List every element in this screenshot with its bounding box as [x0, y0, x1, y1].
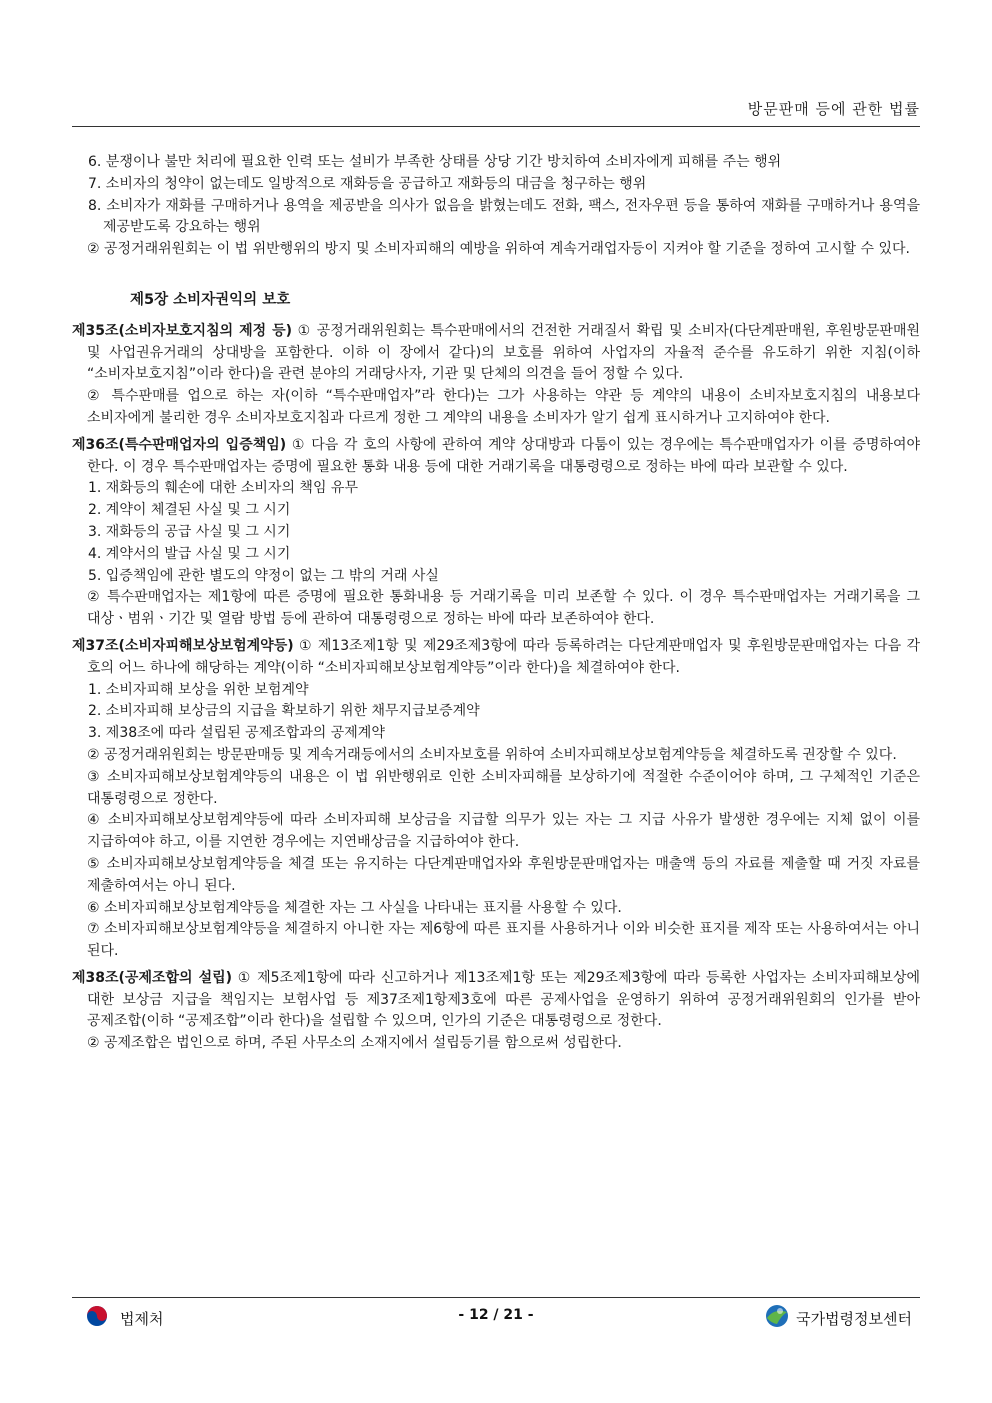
- numbered-item: 4. 계약서의 발급 사실 및 그 시기: [88, 545, 291, 562]
- page-header-title: 방문판매 등에 관한 법률: [747, 100, 920, 118]
- numbered-item: 6. 분쟁이나 불만 처리에 필요한 인력 또는 설비가 부족한 상태를 상당 기간 방치하여 소비자에게 피해를 주는 행위: [88, 154, 782, 170]
- clause-paragraph: ⑦ 소비자피해보상보험계약등을 체결하지 아니한 자는 제6항에 따른 표지를 사용하거나 이와 비슷한 표지를 제작 또는 사용하여서는 아니 된다.: [87, 921, 920, 960]
- article-text: ① 공정거래위원회는 특수판매에서의 건전한 거래질서 확립 및 소비자(다단계판매원, 후원방문판매원 및 사업권유거래의 상대방을 포함한다. 이하 이 장에서 같다)의 보호를 위하여 사업자의 자율적 준수를 유도하기 위한 지침(이하 “소비자보호지침”이라 한다)을 관련 분야의 거래당사자, 기관 및 단체의 의견을 들어 정할 수 있다.: [87, 322, 921, 383]
- numbered-item: 5. 입증책임에 관한 별도의 약정이 없는 그 밖의 거래 사실: [88, 567, 439, 584]
- article-paragraph: [72, 435, 920, 479]
- article-paragraph: [72, 968, 920, 1033]
- clause-paragraph: ② 특수판매를 업으로 하는 자(이하 “특수판매업자”라 한다)는 그가 사용하는 약관 등 계약의 내용이 소비자보호지침의 내용보다 소비자에게 불리한 경우 소비자보호지침과 다르게 정한 그 계약의 내용을 소비자가 알기 쉽게 표시하거나 고지하여야 한다.: [87, 388, 920, 426]
- clause-paragraph: ⑥ 소비자피해보상보험계약등을 체결한 자는 그 사실을 나타내는 표지를 사용할 수 있다.: [87, 899, 622, 916]
- numbered-item: 7. 소비자의 청약이 없는데도 일방적으로 재화등을 공급하고 재화등의 대금을 청구하는 행위: [88, 175, 647, 192]
- chapter-heading: 제5장 소비자권익의 보호: [130, 291, 291, 308]
- clause-paragraph: ② 공제조합은 법인으로 하며, 주된 사무소의 소재지에서 설립등기를 함으로써 성립한다.: [87, 1035, 622, 1052]
- clause-paragraph: ② 공정거래위원회는 이 법 위반행위의 방지 및 소비자피해의 예방을 위하여 계속거래업자등이 지켜야 할 기준을 정하여 고시할 수 있다.: [87, 241, 910, 258]
- numbered-item: 3. 재화등의 공급 사실 및 그 시기: [88, 523, 291, 540]
- clause-paragraph: ⑤ 소비자피해보상보험계약등을 체결 또는 유지하는 다단계판매업자와 후원방문판매업자는 매출액 등의 자료를 제출할 때 거짓 자료를 제출하여서는 아니 된다.: [87, 855, 920, 894]
- article-heading: 제38조(공제조합의 설립): [72, 969, 233, 986]
- numbered-item: 1. 소비자피해 보상을 위한 보험계약: [88, 681, 309, 698]
- document-body: [72, 152, 920, 1055]
- numbered-item: 2. 계약이 체결된 사실 및 그 시기: [88, 502, 291, 519]
- footer-agency-label: 법제처: [120, 1309, 164, 1328]
- article-paragraph: [72, 636, 920, 680]
- clause-paragraph: ④ 소비자피해보상보험계약등에 따라 소비자피해 보상금을 지급할 의무가 있는 자는 그 지급 사유가 발생한 경우에는 지체 없이 이를 지급하여야 하고, 이를 지연한 경우에는 지연배상금을 지급하여야 한다.: [87, 812, 920, 851]
- footer-center-label: 국가법령정보센터: [796, 1309, 912, 1328]
- clause-paragraph: ② 공정거래위원회는 방문판매등 및 계속거래등에서의 소비자보호를 위하여 소비자피해보상보험계약등을 체결하도록 권장할 수 있다.: [87, 746, 897, 763]
- article-paragraph: [72, 321, 920, 386]
- footer-divider: [72, 1297, 920, 1298]
- article-heading: 제37조(소비자피해보상보험계약등): [72, 637, 294, 654]
- article-heading: 제35조(소비자보호지침의 제정 등): [72, 322, 293, 339]
- law-info-center-logo-icon: [764, 1303, 790, 1333]
- clause-paragraph: ③ 소비자피해보상보험계약등의 내용은 이 법 위반행위로 인한 소비자피해를 보상하기에 적절한 수준이어야 하며, 그 구체적인 기준은 대통령령으로 정한다.: [87, 768, 920, 807]
- page-number: - 12 / 21 -: [458, 1307, 534, 1323]
- article-text: ① 다음 각 호의 사항에 관하여 계약 상대방과 다툼이 있는 경우에는 특수판매업자가 이를 증명하여야 한다. 이 경우 특수판매업자는 증명에 필요한 통화 내용 등에 대한 거래기록을 대통령령으로 정하는 바에 따라 보관할 수 있다.: [87, 436, 921, 475]
- numbered-item: 2. 소비자피해 보상금의 지급을 확보하기 위한 채무지급보증계약: [88, 703, 480, 720]
- numbered-item: 8. 소비자가 재화를 구매하거나 용역을 제공받을 의사가 없음을 밝혔는데도 전화, 팩스, 전자우편 등을 통하여 재화를 구매하거나 용역을 제공받도록 강요하는 행위: [88, 197, 920, 236]
- article-heading: 제36조(특수판매업자의 입증책임): [72, 436, 287, 453]
- numbered-item: 3. 제38조에 따라 설립된 공제조합과의 공제계약: [88, 725, 385, 742]
- header-divider: [72, 126, 920, 127]
- article-text: ① 제13조제1항 및 제29조제3항에 따라 등록하려는 다단계판매업자 및 후원방문판매업자는 다음 각 호의 어느 하나에 해당하는 계약(이하 “소비자피해보상보험계약등”이라 한다)을 체결하여야 한다.: [87, 637, 920, 676]
- numbered-item: 1. 재화등의 훼손에 대한 소비자의 책임 유무: [88, 480, 358, 497]
- footer-right: [764, 1303, 912, 1333]
- clause-paragraph: ② 특수판매업자는 제1항에 따른 증명에 필요한 통화내용 등 거래기록을 미리 보존할 수 있다. 이 경우 특수판매업자는 거래기록을 그 대상ㆍ범위ㆍ기간 및 열람 방법 등에 관하여 대통령령으로 정하는 바에 따라 보존하여야 한다.: [87, 589, 920, 628]
- article-text: ① 제5조제1항에 따라 신고하거나 제13조제1항 또는 제29조제3항에 따라 등록한 사업자는 소비자피해보상에 대한 보상금 지급을 책임지는 보험사업 등 제37조제1항제3호에 따른 공제사업을 운영하기 위하여 공정거래위원회의 인가를 받아 공제조합(이하 “공제조합”이라 한다)을 설립할 수 있으며, 인가의 기준은 대통령령으로 정한다.: [87, 969, 921, 1030]
